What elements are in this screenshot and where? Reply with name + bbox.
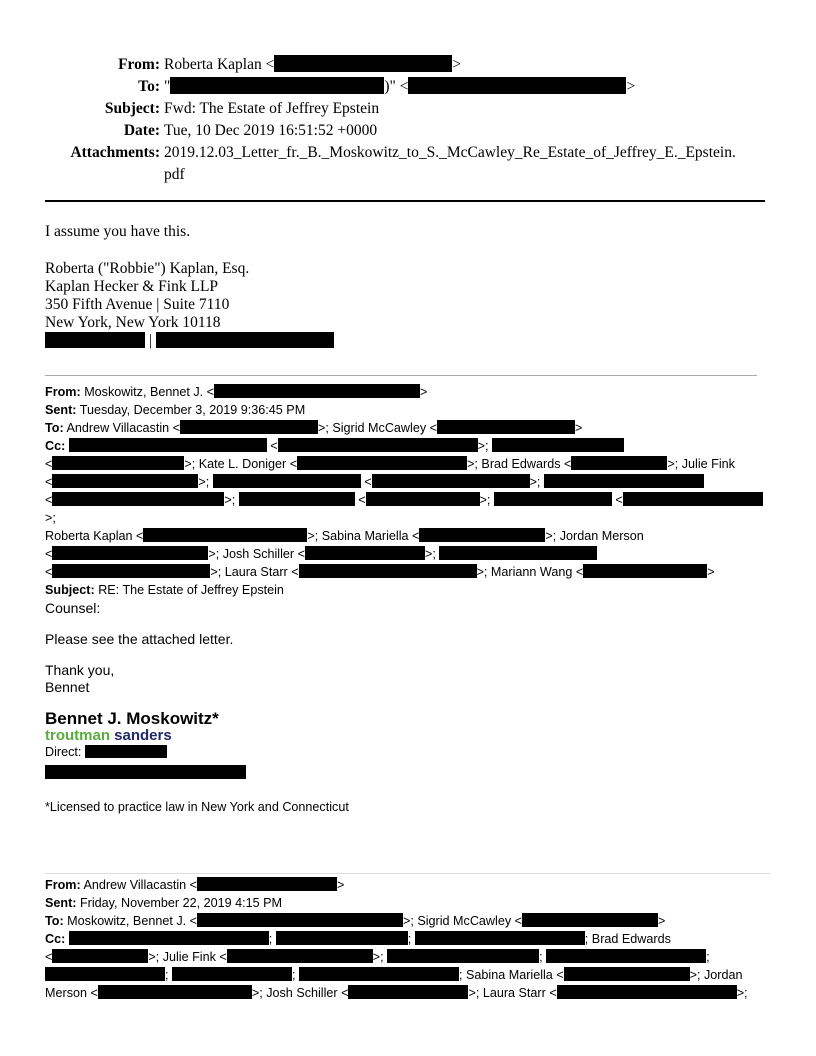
redaction [197, 913, 403, 927]
redaction [156, 332, 334, 348]
redaction [623, 492, 763, 506]
attachments-label: Attachments: [70, 144, 160, 161]
licensed-note: *Licensed to practice law in New York and Connecticut [45, 800, 349, 814]
fwd1-from-label: From: [45, 385, 81, 399]
fwd2-from-label: From: [45, 878, 81, 892]
redaction [52, 564, 210, 578]
to-row: To: " )" < > [45, 76, 765, 98]
fwd1-body [45, 600, 765, 816]
fwd1-cc-julie: >; Julie Fink [667, 457, 735, 471]
redaction [213, 474, 361, 488]
troutman-logo [45, 727, 765, 744]
redaction [227, 949, 373, 963]
header-divider [45, 200, 765, 202]
date-row [45, 120, 765, 142]
redaction [415, 931, 585, 945]
from-row: From: Roberta Kaplan < > [45, 54, 765, 76]
fwd2-cc-josh: >; Josh Schiller < [251, 986, 349, 1000]
redaction [69, 438, 267, 452]
redaction [564, 967, 690, 981]
subject-label: Subject: [104, 100, 160, 117]
forwarded-header-1: From: Moskowitz, Bennet J. < > Sent: Tuesday, December 3, 2019 9:36:45 PM To: Andrew Villacastin < >; Sigrid McCawley < > Cc: < >; < >; Kate L. Doniger < >; Brad Edwards < >; Julie Fink < >; < >; < >; < >; <>; Roberta Kaplan < >; Sabina Mariella < >; Jordan Merson < >; Josh Schiller < >; < >; Laura Starr < >; Mariann Wang < > Subject: RE: The Estate of Jeffrey Epstein [45, 383, 770, 599]
to-label: To: [138, 78, 160, 95]
redaction [274, 55, 452, 72]
fwd1-sent: Tuesday, December 3, 2019 9:36:45 PM [79, 403, 306, 417]
thread-divider-2 [45, 873, 770, 874]
attachment-line1: 2019.12.03_Letter_fr._B._Moskowitz_to_S._McCawley_Re_Estate_of_Jeffrey_E._Epstein. [164, 144, 736, 161]
redaction [437, 420, 575, 434]
redaction [372, 474, 530, 488]
redaction [45, 332, 145, 348]
fwd1-cc-josh: >; Josh Schiller < [208, 547, 305, 561]
signature-separator: | [148, 332, 152, 349]
fwd1-sent-label: Sent: [45, 403, 77, 417]
fwd2-from: Andrew Villacastin < [83, 878, 198, 892]
redaction [299, 967, 459, 981]
fwd2-cc-brad: ; Brad Edwards [584, 932, 671, 946]
signature-firm: Kaplan Hecker & Fink LLP [45, 278, 219, 295]
attachment-line2: pdf [164, 166, 185, 183]
from-name: Roberta Kaplan < [164, 56, 275, 73]
redaction [170, 77, 384, 94]
sanders-word: sanders [114, 727, 172, 744]
fwd2-cc-merson: Merson < [45, 986, 98, 1000]
date-label: Date: [123, 122, 160, 139]
redaction [69, 931, 269, 945]
fwd2-sent: Friday, November 22, 2019 4:15 PM [79, 896, 283, 910]
redaction [45, 765, 246, 779]
redaction [52, 456, 184, 470]
fwd1-to-label: To: [45, 421, 64, 435]
redaction [239, 492, 355, 506]
fwd1-cc-jordan: >; Jordan Merson [545, 529, 644, 543]
fwd1-cc-kate: >; Kate L. Doniger < [184, 457, 298, 471]
date-value: Tue, 10 Dec 2019 16:51:52 +0000 [164, 122, 378, 139]
redaction [299, 564, 477, 578]
bennet-text: Bennet [45, 679, 90, 695]
fwd2-cc-label: Cc: [45, 932, 66, 946]
redaction [583, 564, 707, 578]
redaction [98, 985, 252, 999]
subject-row [45, 98, 765, 120]
attachments-row [45, 142, 765, 186]
redaction [297, 456, 467, 470]
bennet-signature-name: Bennet J. Moskowitz* [45, 709, 219, 728]
email-header [45, 54, 765, 186]
attachment-link[interactable] [164, 142, 765, 186]
please-text: Please see the attached letter. [45, 631, 234, 647]
subject-value: Fwd: The Estate of Jeffrey Epstein [164, 100, 380, 117]
redaction [522, 913, 658, 927]
redaction [52, 949, 148, 963]
fwd2-cc-sabina: ; Sabina Mariella < [459, 968, 564, 982]
redaction [85, 745, 167, 758]
redaction [494, 492, 612, 506]
message-body [45, 223, 765, 350]
fwd2-to-a: Moskowitz, Bennet J. < [67, 914, 197, 928]
thread-divider [45, 375, 757, 376]
fwd1-to-a: Andrew Villacastin < [66, 421, 180, 435]
redaction [387, 949, 539, 963]
redaction [197, 877, 337, 891]
fwd2-to-b: >; Sigrid McCawley < [403, 914, 522, 928]
redaction [278, 438, 478, 452]
fwd1-cc-label: Cc: [45, 439, 66, 453]
fwd1-from: Moskowitz, Bennet J. < [84, 385, 215, 399]
redaction [214, 384, 420, 398]
redaction [172, 967, 292, 981]
thanks-text: Thank you, [45, 662, 115, 678]
fwd1-cc-laura: >; Laura Starr < [210, 565, 299, 579]
redaction [52, 474, 198, 488]
redaction [366, 492, 480, 506]
signature-address2: New York, New York 10118 [45, 314, 221, 331]
signature-address1: 350 Fifth Avenue | Suite 7110 [45, 296, 230, 313]
fwd1-subject: RE: The Estate of Jeffrey Epstein [98, 583, 284, 597]
fwd1-cc-roberta: Roberta Kaplan < [45, 529, 144, 543]
redaction [52, 546, 208, 560]
fwd2-cc-jordan: >; Jordan [689, 968, 743, 982]
redaction [557, 985, 737, 999]
redaction [45, 967, 165, 981]
intro-text: I assume you have this. [45, 223, 191, 240]
redaction [408, 77, 626, 94]
redaction [492, 438, 624, 452]
redaction [348, 985, 468, 999]
fwd1-cc-brad: >; Brad Edwards < [467, 457, 572, 471]
from-label: From: [118, 56, 160, 73]
redaction [571, 456, 667, 470]
redaction [143, 528, 307, 542]
direct-label: Direct: [45, 745, 82, 759]
redaction [305, 546, 425, 560]
redaction [546, 949, 706, 963]
redaction [544, 474, 704, 488]
redaction [439, 546, 597, 560]
troutman-word: troutman [45, 727, 110, 744]
signature-name: Roberta ("Robbie") Kaplan, Esq. [45, 260, 250, 277]
counsel-text: Counsel: [45, 600, 101, 616]
forwarded-header-2: From: Andrew Villacastin < > Sent: Friday, November 22, 2019 4:15 PM To: Moskowitz, Bennet J. < >; Sigrid McCawley < > Cc: ; ; ; Brad Edwards < >; Julie Fink < >; ; ; ; ; ; Sabina Mariella < >; Jordan Merson < >; Josh Schiller < >; Laura Starr < >; [45, 878, 748, 1000]
fwd2-to-label: To: [45, 914, 64, 928]
fwd2-cc-julie: >; Julie Fink < [148, 950, 227, 964]
redaction [180, 420, 318, 434]
fwd1-cc-sabina: >; Sabina Mariella < [307, 529, 420, 543]
redaction [276, 931, 408, 945]
fwd2-cc-laura: >; Laura Starr < [468, 986, 557, 1000]
redaction [419, 528, 545, 542]
fwd2-sent-label: Sent: [45, 896, 77, 910]
fwd1-cc-mariann: >; Mariann Wang < [476, 565, 584, 579]
fwd1-to-b: >; Sigrid McCawley < [318, 421, 437, 435]
fwd1-subject-label: Subject: [45, 583, 95, 597]
redaction [52, 492, 224, 506]
